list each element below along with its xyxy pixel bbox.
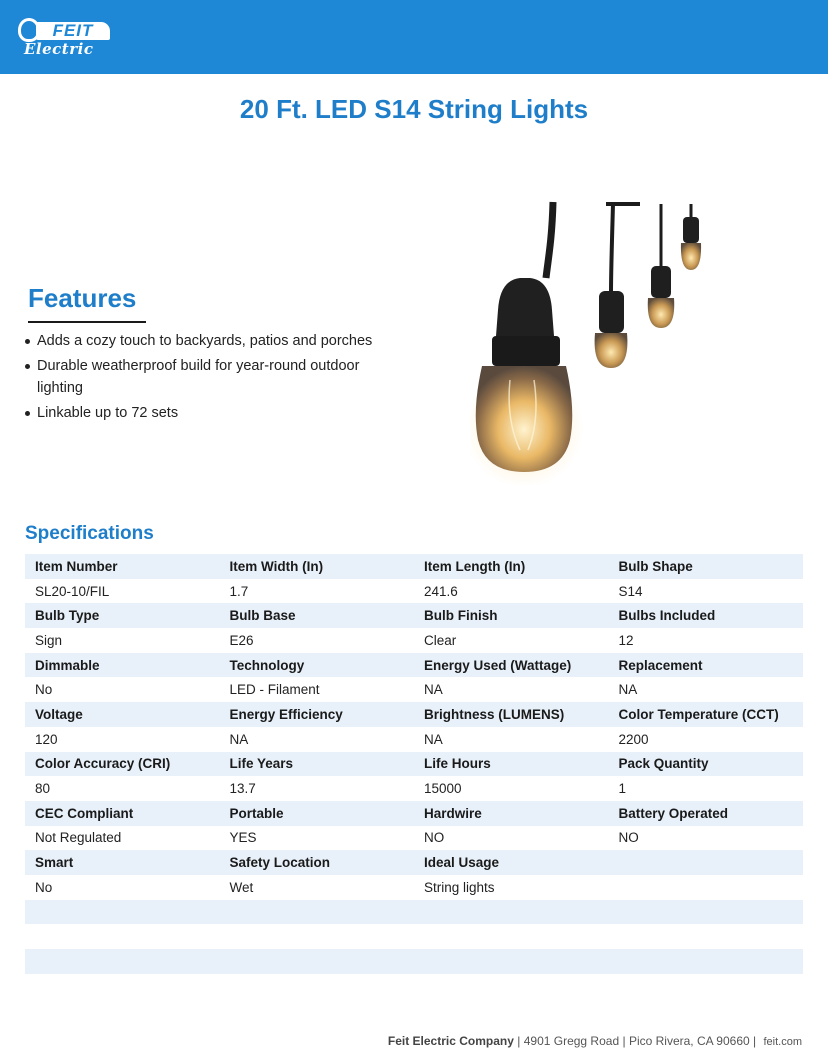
spec-label: Color Temperature (CCT): [609, 702, 804, 727]
feature-item: Linkable up to 72 sets: [24, 402, 394, 425]
spec-label: Item Length (In): [414, 554, 609, 579]
spec-label: Energy Used (Wattage): [414, 653, 609, 678]
spec-label-row: [25, 653, 803, 678]
spec-value: String lights: [414, 875, 609, 900]
spec-value: 13.7: [220, 776, 415, 801]
spec-label: Bulbs Included: [609, 603, 804, 628]
spec-label: Voltage: [25, 702, 220, 727]
spec-label: Bulb Shape: [609, 554, 804, 579]
spec-label: Life Hours: [414, 752, 609, 777]
footer-separator: |: [517, 1034, 521, 1048]
features-heading: Features: [28, 283, 137, 313]
header-bar: [0, 0, 828, 74]
spec-empty-row: [25, 949, 803, 974]
spec-label: Pack Quantity: [609, 752, 804, 777]
footer-separator: |: [753, 1034, 757, 1048]
spec-label-row: [25, 801, 803, 826]
footer: [388, 1034, 802, 1048]
spec-value: [609, 875, 804, 900]
spec-label: CEC Compliant: [25, 801, 220, 826]
feature-item: Durable weatherproof build for year-round outdoor lighting: [24, 355, 394, 400]
spec-value: NA: [220, 727, 415, 752]
spec-value-row: [25, 826, 803, 851]
spec-value: NA: [609, 677, 804, 702]
spec-value-row: [25, 875, 803, 900]
spec-value: LED - Filament: [220, 677, 415, 702]
spec-label: Color Accuracy (CRI): [25, 752, 220, 777]
spec-value-row: [25, 677, 803, 702]
spec-value-row: [25, 776, 803, 801]
footer-separator: |: [622, 1034, 626, 1048]
spec-label: Battery Operated: [609, 801, 804, 826]
spec-label: Portable: [220, 801, 415, 826]
spec-label: Bulb Type: [25, 603, 220, 628]
footer-website-link[interactable]: feit.com: [763, 1036, 802, 1048]
spec-value: 2200: [609, 727, 804, 752]
logo-electric-text: Electric: [24, 40, 94, 58]
spec-label: Bulb Base: [220, 603, 415, 628]
spec-label: Life Years: [220, 752, 415, 777]
string-lights-product-image: [470, 200, 720, 485]
spec-label: Bulb Finish: [414, 603, 609, 628]
spec-value: YES: [220, 826, 415, 851]
spec-value: Not Regulated: [25, 826, 220, 851]
item-number-link[interactable]: SL20-10/FIL: [25, 579, 220, 604]
spec-label-row: [25, 702, 803, 727]
spec-value: NO: [414, 826, 609, 851]
spec-label-row: [25, 752, 803, 777]
spec-value: NO: [609, 826, 804, 851]
spec-label: Replacement: [609, 653, 804, 678]
spec-value: 120: [25, 727, 220, 752]
spec-value: Sign: [25, 628, 220, 653]
spec-label: Energy Efficiency: [220, 702, 415, 727]
spec-value: 1: [609, 776, 804, 801]
specifications-heading: Specifications: [25, 523, 154, 544]
spec-value: No: [25, 677, 220, 702]
spec-label: Hardwire: [414, 801, 609, 826]
spec-label: Item Number: [25, 554, 220, 579]
spec-value: No: [25, 875, 220, 900]
spec-value: Wet: [220, 875, 415, 900]
features-list: [24, 330, 394, 426]
spec-value: NA: [414, 727, 609, 752]
specifications-table: [25, 554, 803, 974]
spec-value: 12: [609, 628, 804, 653]
spec-value: 241.6: [414, 579, 609, 604]
spec-label-row: [25, 850, 803, 875]
spec-label: Dimmable: [25, 653, 220, 678]
spec-value-row: [25, 579, 803, 604]
spec-value: NA: [414, 677, 609, 702]
spec-label: Safety Location: [220, 850, 415, 875]
spec-value: 15000: [414, 776, 609, 801]
spec-value: Clear: [414, 628, 609, 653]
feit-electric-logo[interactable]: [18, 16, 114, 60]
spec-value: 80: [25, 776, 220, 801]
spec-empty-row: [25, 924, 803, 949]
spec-value-row: [25, 628, 803, 653]
features-divider: [28, 321, 146, 323]
spec-value-row: [25, 727, 803, 752]
spec-label-row: [25, 554, 803, 579]
spec-label-row: [25, 603, 803, 628]
spec-label: Item Width (In): [220, 554, 415, 579]
spec-value: E26: [220, 628, 415, 653]
footer-company: Feit Electric Company: [387, 1034, 514, 1048]
spec-label: [609, 850, 804, 875]
spec-value: 1.7: [220, 579, 415, 604]
logo-feit-text: FEIT: [36, 22, 110, 40]
spec-label: Technology: [220, 653, 415, 678]
feature-item: Adds a cozy touch to backyards, patios and porches: [24, 330, 394, 353]
spec-value: S14: [609, 579, 804, 604]
spec-label: Ideal Usage: [414, 850, 609, 875]
spec-label: Brightness (LUMENS): [414, 702, 609, 727]
footer-address: 4901 Gregg Road: [523, 1034, 620, 1048]
page-title: 20 Ft. LED S14 String Lights: [239, 94, 589, 124]
footer-city: Pico Rivera, CA 90660: [628, 1034, 750, 1048]
spec-label: Smart: [25, 850, 220, 875]
spec-empty-row: [25, 900, 803, 925]
